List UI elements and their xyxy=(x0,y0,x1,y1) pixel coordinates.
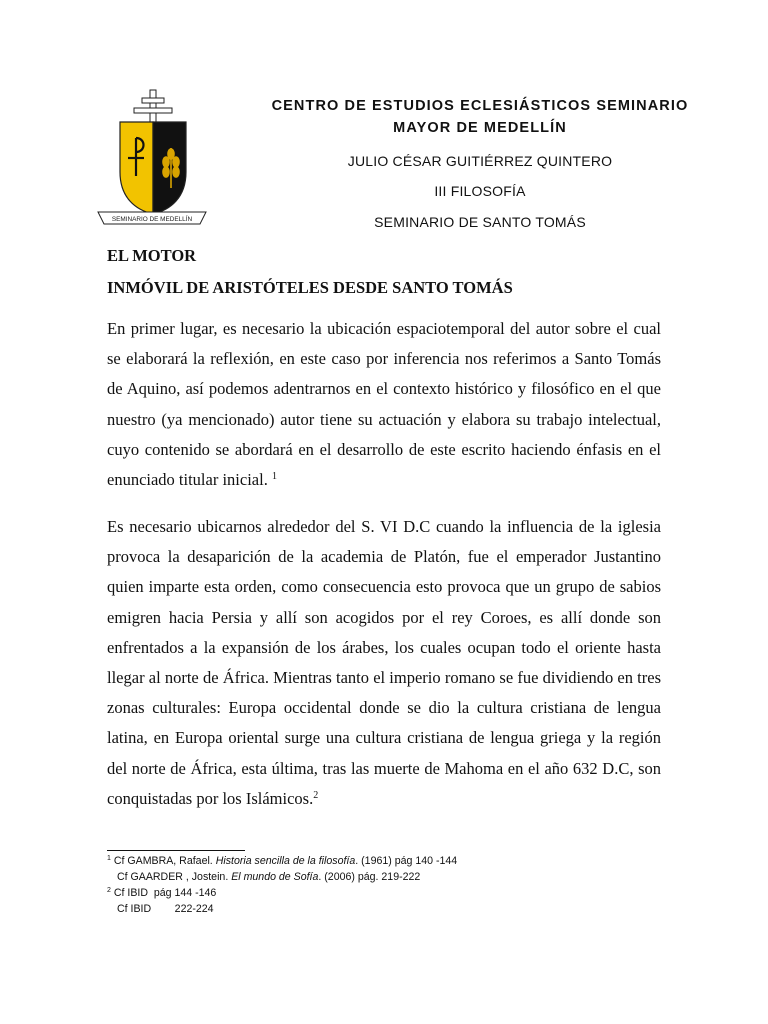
footnote-1-number: 1 xyxy=(107,855,111,862)
footnote-ref-2: 2 xyxy=(313,789,319,801)
footnote-1 xyxy=(107,854,667,868)
paragraph-2 xyxy=(107,512,661,814)
institution-name xyxy=(236,95,724,139)
course-name: III FILOSOFÍA xyxy=(434,183,526,199)
institution-line-2: MAYOR DE MEDELLÍN xyxy=(393,120,567,136)
footnote-2-text: Cf IBID pág 144 -146 xyxy=(110,887,217,899)
footnote-2 xyxy=(107,886,667,900)
paragraph-1 xyxy=(107,314,661,495)
footnote-1b-work: El mundo de Sofía xyxy=(231,871,319,883)
paragraph-1-text: En primer lugar, es necesario la ubicación espaciotemporal del autor sobre el cual se elaborará la reflexión, en este caso por inferencia nos referimos a Santo Tomás de Aquino, así podemos adentrarnos en el contexto histórico y filosófico en el que nuestro (ya mencionado) autor tiene su actuación y elabora su trabajo intelectual, cuyo contenido se abordará en el desarrollo de este escrito haciendo énfasis en el enunciado titular inicial. xyxy=(107,319,661,490)
seminary-name: SEMINARIO DE SANTO TOMÁS xyxy=(374,214,586,230)
cross-icon xyxy=(134,90,172,126)
shield-right-icon xyxy=(153,122,186,214)
footnote-ref-1: 1 xyxy=(271,471,277,483)
institution-line-1: CENTRO DE ESTUDIOS ECLESIÁSTICOS SEMINARIO xyxy=(271,98,689,114)
footnote-2b xyxy=(107,902,677,916)
footnote-1b-author: Cf GAARDER , Jostein. xyxy=(117,871,232,883)
seminary-logo xyxy=(92,88,212,228)
footnote-1-author: Cf GAMBRA, Rafael. xyxy=(110,855,216,867)
footnote-1-details: . (1961) pág 140 -144 xyxy=(355,855,458,867)
footnote-separator xyxy=(107,850,245,851)
footnote-1b-details: . (2006) pág. 219-222 xyxy=(318,871,421,883)
footnote-1-work: Historia sencilla de la filosofía xyxy=(215,855,356,867)
logo-caption: SEMINARIO DE MEDELLÍN xyxy=(111,216,193,223)
footnote-1b xyxy=(107,870,677,884)
title-line-1: EL MOTOR xyxy=(107,246,197,265)
paragraph-2-text: Es necesario ubicarnos alrededor del S. VI D.C cuando la influencia de la iglesia provoca la desaparición de la academia de Platón, fue el emperador Justantino quien imparte esta orden, como consecuencia esto provoca que un grupo de sabios emigren hacia Persia y allí son acogidos por el rey Coroes, es allí donde son enfrentados a la expansión de los árabes, los cuales ocupan todo el oriente hasta llegar al norte de África. Mientras tanto el imperio romano se fue dividiendo en tres zonas culturales: Europa occidental donde se dio la cultura cristiana de lengua latina, en Europa oriental surge una cultura cristiana de lengua griega y la región del norte de África, esta última, tras las muerte de Mahoma en el año 632 D.C, son conquistadas por los Islámicos. xyxy=(107,517,661,808)
author-name: JULIO CÉSAR GUITIÉRREZ QUINTERO xyxy=(347,153,613,169)
footnote-2-number: 2 xyxy=(107,887,111,894)
title-line-2: INMÓVIL DE ARISTÓTELES DESDE SANTO TOMÁS xyxy=(107,278,513,297)
footnote-2b-text: Cf IBID 222-224 xyxy=(117,903,214,915)
